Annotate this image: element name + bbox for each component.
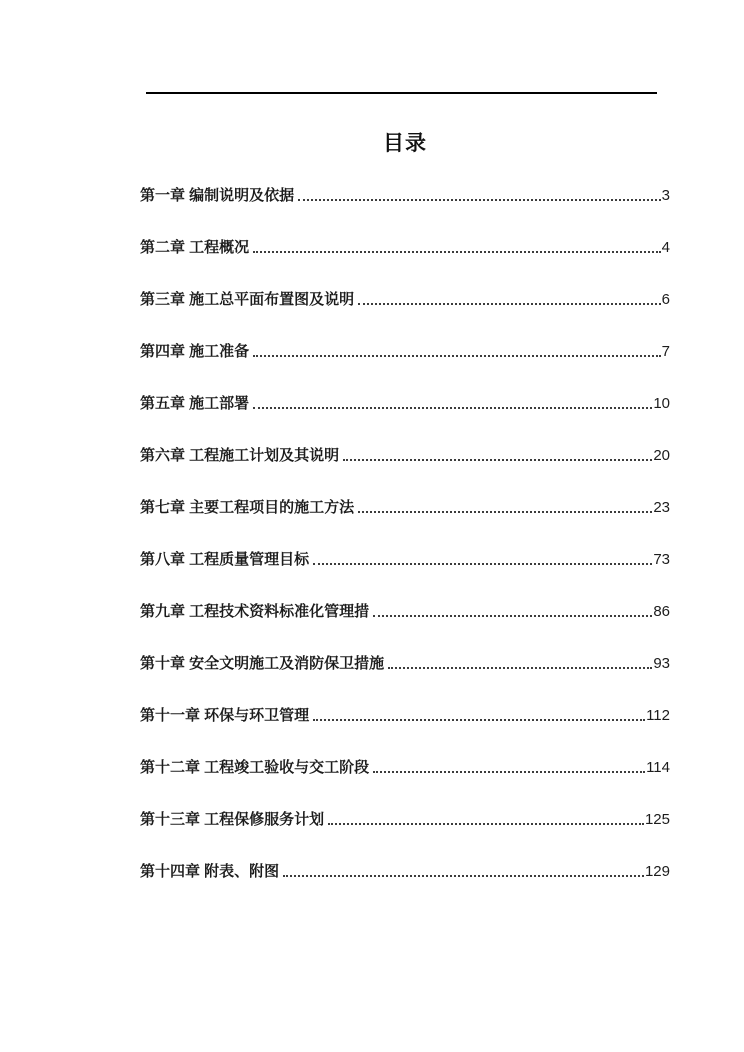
dot-leader <box>373 615 652 617</box>
toc-entry-label: 第十一章 环保与环卫管理 <box>140 707 310 724</box>
toc-entry-label: 第七章 主要工程项目的施工方法 <box>140 499 355 516</box>
toc-entry-label: 第九章 工程技术资料标准化管理措 <box>140 603 370 620</box>
toc-entry-row <box>140 187 670 204</box>
dot-leader <box>343 459 652 461</box>
toc-entry-label: 第二章 工程概况 <box>140 239 250 256</box>
toc-entry-row <box>140 343 670 360</box>
toc-entry-page-number: 10 <box>653 395 670 412</box>
toc-entry-row <box>140 863 670 880</box>
dot-leader <box>388 667 652 669</box>
toc-entry-page-number: 114 <box>646 759 670 776</box>
toc-entry-label: 第八章 工程质量管理目标 <box>140 551 310 568</box>
toc-entry-label: 第十三章 工程保修服务计划 <box>140 811 325 828</box>
toc-entry-page-number: 4 <box>661 239 670 256</box>
toc-entry-row <box>140 499 670 516</box>
toc-entry-row <box>140 239 670 256</box>
toc-entry-label: 第十四章 附表、附图 <box>140 863 280 880</box>
toc-entry-page-number: 7 <box>661 343 670 360</box>
toc-entry-row <box>140 551 670 568</box>
toc-entry-page-number: 86 <box>653 603 670 620</box>
toc-entry-row <box>140 655 670 672</box>
toc-entry-page-number: 112 <box>646 707 670 724</box>
dot-leader <box>358 511 652 513</box>
toc-entry-label: 第五章 施工部署 <box>140 395 250 412</box>
dot-leader <box>253 407 652 409</box>
header-rule <box>146 92 657 94</box>
toc-entry-label: 第一章 编制说明及依据 <box>140 187 295 204</box>
toc-entry-page-number: 125 <box>644 811 670 828</box>
dot-leader <box>373 771 645 773</box>
toc-entry-page-number: 73 <box>653 551 670 568</box>
toc-entry-row <box>140 603 670 620</box>
dot-leader <box>298 199 660 201</box>
toc-entry-label: 第三章 施工总平面布置图及说明 <box>140 291 355 308</box>
dot-leader <box>283 875 644 877</box>
page-title: 目录 <box>383 132 427 155</box>
toc-entry-row <box>140 759 670 776</box>
toc-entry-page-number: 20 <box>653 447 670 464</box>
toc-entry-page-number: 3 <box>661 187 670 204</box>
dot-leader <box>313 563 652 565</box>
toc-entry-page-number: 93 <box>653 655 670 672</box>
dot-leader <box>358 303 660 305</box>
toc-entry-label: 第十二章 工程竣工验收与交工阶段 <box>140 759 370 776</box>
toc-list <box>140 187 670 915</box>
toc-entry-label: 第四章 施工准备 <box>140 343 250 360</box>
toc-entry-row <box>140 707 670 724</box>
toc-entry-page-number: 129 <box>644 863 670 880</box>
toc-entry-label: 第十章 安全文明施工及消防保卫措施 <box>140 655 385 672</box>
toc-entry-page-number: 23 <box>653 499 670 516</box>
toc-entry-label: 第六章 工程施工计划及其说明 <box>140 447 340 464</box>
toc-entry-page-number: 6 <box>661 291 670 308</box>
dot-leader <box>328 823 644 825</box>
dot-leader <box>313 719 645 721</box>
dot-leader <box>253 355 660 357</box>
dot-leader <box>253 251 660 253</box>
toc-entry-row <box>140 291 670 308</box>
toc-entry-row <box>140 811 670 828</box>
toc-entry-row <box>140 395 670 412</box>
toc-entry-row <box>140 447 670 464</box>
